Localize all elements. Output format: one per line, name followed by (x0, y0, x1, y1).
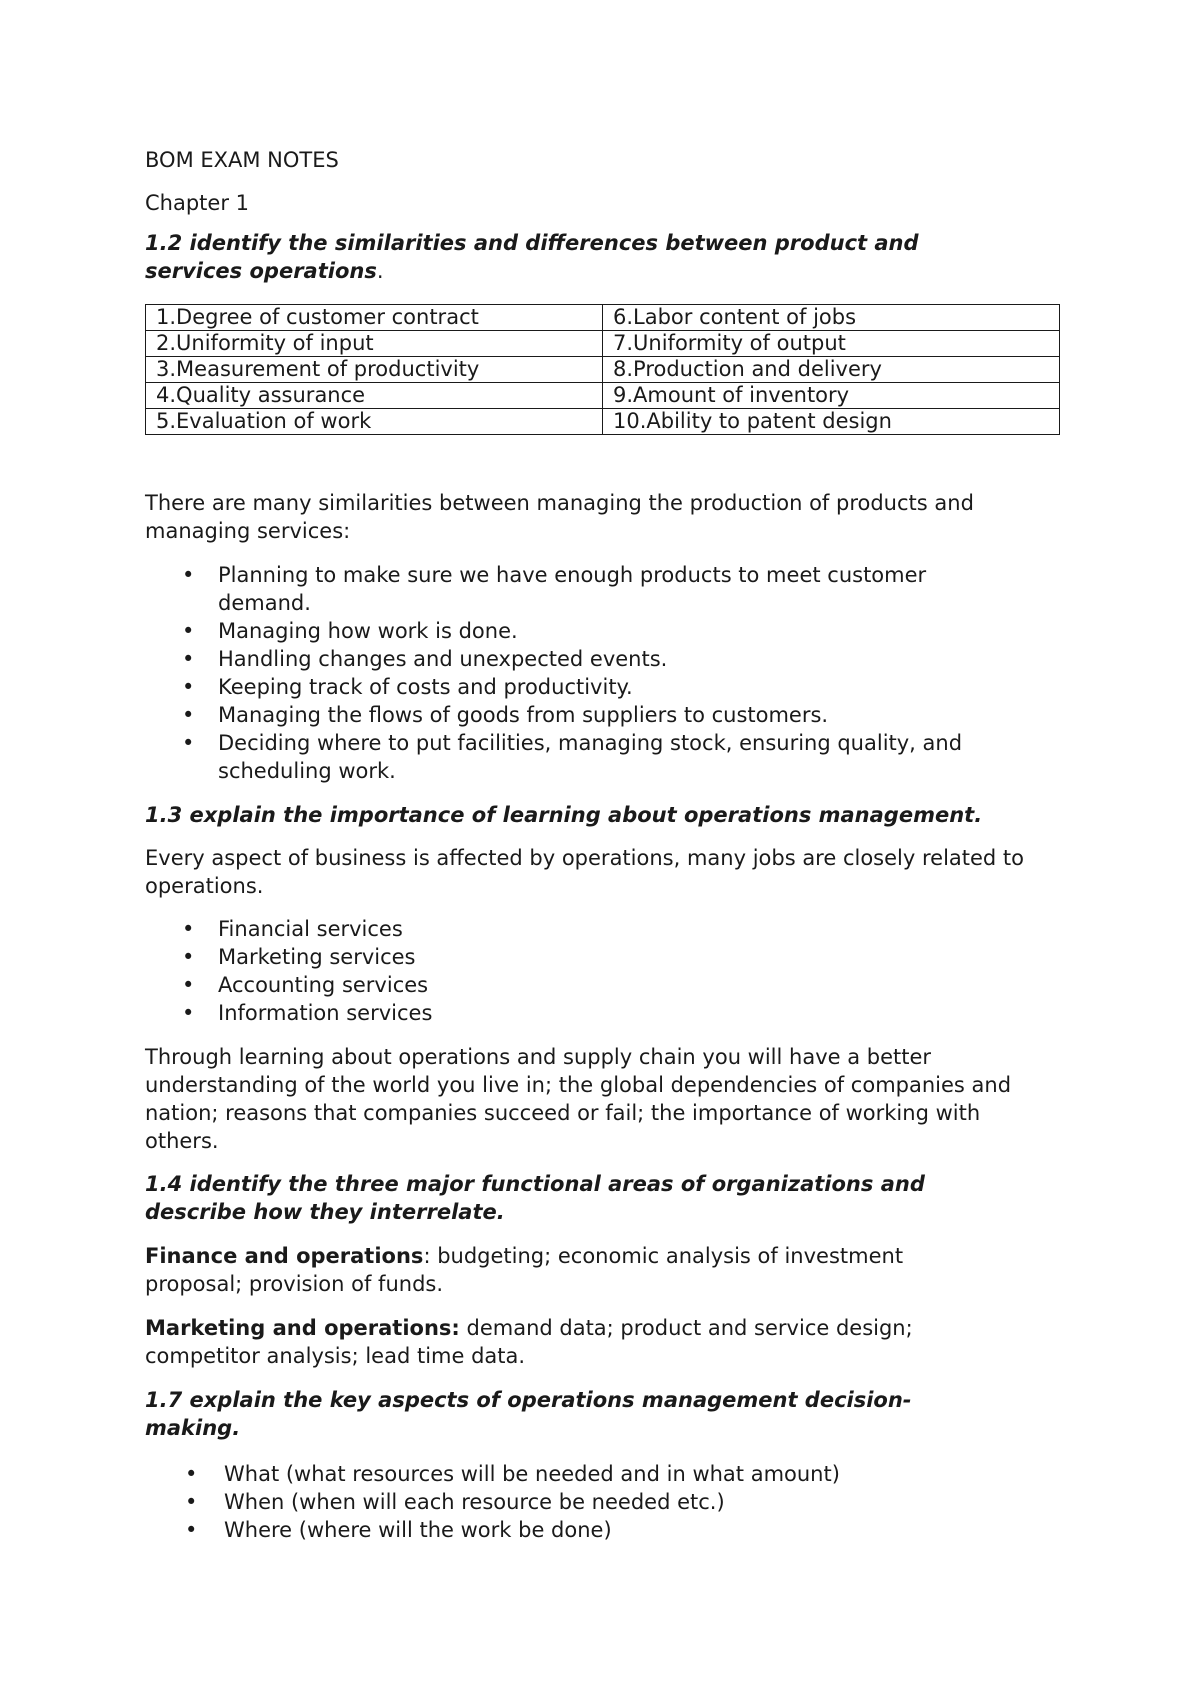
list-item (145, 999, 1065, 1027)
paragraph: Every aspect of business is affected by operations, many jobs are closely related to operations. (145, 846, 1025, 898)
services-list-wrap (145, 915, 1065, 1027)
paragraph (145, 1314, 1005, 1370)
bullet-icon: • (182, 973, 195, 997)
chapter-label: Chapter 1 (145, 191, 249, 215)
list-item-text: When (when will each resource be needed etc.) (224, 1490, 725, 1514)
table-row (146, 383, 1060, 409)
bullet-icon: • (182, 647, 195, 671)
list-item (145, 1460, 1065, 1488)
list-item-text: Managing how work is done. (218, 619, 518, 643)
table-cell: 1.Degree of customer contract (146, 305, 603, 331)
table-cell: 5.Evaluation of work (146, 409, 603, 435)
comparison-table (145, 304, 1060, 435)
list-item (145, 1516, 1065, 1544)
list-item-text: Deciding where to put facilities, managing stock, ensuring quality, and scheduling work. (218, 731, 963, 783)
list-item-text: What (what resources will be needed and in what amount) (224, 1462, 840, 1486)
bullet-icon: • (182, 945, 195, 969)
paragraph (145, 1242, 965, 1298)
marketing-label: Marketing and operations: (145, 1316, 460, 1340)
similarities-intro (145, 489, 1065, 545)
bullet-icon: • (182, 1001, 195, 1025)
list-item (145, 617, 1025, 645)
list-item (145, 673, 1025, 701)
services-list (145, 915, 1065, 1027)
bullet-icon: • (185, 1518, 198, 1542)
heading-text: 1.2 identify the similarities and differences between product and services operations (145, 231, 919, 283)
list-item (145, 645, 1025, 673)
list-item-text: Planning to make sure we have enough products to meet customer demand. (218, 563, 927, 615)
table-cell: 7.Uniformity of output (603, 331, 1060, 357)
section-1-7 (145, 1386, 1065, 1442)
list-item-text: Marketing services (218, 945, 416, 969)
list-item (145, 729, 1025, 785)
table-cell: 4.Quality assurance (146, 383, 603, 409)
heading-period: . (376, 259, 384, 283)
list-item (145, 915, 1065, 943)
list-item-text: Managing the flows of goods from suppliers to customers. (218, 703, 829, 727)
table-cell: 6.Labor content of jobs (603, 305, 1060, 331)
paragraph: Through learning about operations and supply chain you will have a better understanding of the world you live in; the global dependencies of companies and nation; reasons that companies succeed or fail; the importance of working with others. (145, 1045, 1012, 1153)
table-cell: 10.Ability to patent design (603, 409, 1060, 435)
doc-title: BOM EXAM NOTES (145, 148, 339, 172)
comparison-table-wrap (145, 304, 1065, 435)
decision-list (145, 1460, 1065, 1544)
list-item (145, 561, 1025, 617)
list-item (145, 1488, 1065, 1516)
list-item-text: Keeping track of costs and productivity. (218, 675, 633, 699)
section-heading: 1.7 explain the key aspects of operations management decision-making. (145, 1388, 912, 1440)
finance-paragraph (145, 1242, 1065, 1298)
table-row (146, 357, 1060, 383)
finance-text: : budgeting; economic analysis of investment proposal; provision of funds. (145, 1244, 904, 1296)
section-1-3 (145, 801, 1065, 829)
table-cell: 2.Uniformity of input (146, 331, 603, 357)
paragraph: There are many similarities between managing the production of products and managing services: (145, 491, 974, 543)
bullet-icon: • (182, 703, 195, 727)
bullet-icon: • (185, 1490, 198, 1514)
bullet-icon: • (182, 563, 195, 587)
similarities-list-wrap (145, 561, 1065, 785)
list-item-text: Accounting services (218, 973, 429, 997)
section-1-2 (145, 229, 1065, 285)
section-heading (145, 229, 945, 285)
bullet-icon: • (182, 619, 195, 643)
table-cell: 8.Production and delivery (603, 357, 1060, 383)
bullet-icon: • (182, 675, 195, 699)
list-item-text: Handling changes and unexpected events. (218, 647, 668, 671)
bullet-icon: • (185, 1462, 198, 1486)
bullet-icon: • (182, 917, 195, 941)
table-row (146, 305, 1060, 331)
table-cell: 3.Measurement of productivity (146, 357, 603, 383)
bullet-icon: • (182, 731, 195, 755)
table-cell: 9.Amount of inventory (603, 383, 1060, 409)
list-item (145, 943, 1065, 971)
section-heading: 1.4 identify the three major functional areas of organizations and describe how they interrelate. (145, 1172, 925, 1224)
list-item-text: Where (where will the work be done) (224, 1518, 612, 1542)
list-item-text: Information services (218, 1001, 433, 1025)
list-item (145, 701, 1025, 729)
similarities-list (145, 561, 1025, 785)
list-item-text: Financial services (218, 917, 403, 941)
importance-intro (145, 844, 1065, 900)
importance-closing (145, 1043, 1065, 1155)
decision-list-wrap (145, 1460, 1065, 1544)
finance-label: Finance and operations (145, 1244, 424, 1268)
section-heading: 1.3 explain the importance of learning about operations management. (145, 803, 983, 827)
table-row (146, 409, 1060, 435)
section-1-4 (145, 1170, 1065, 1226)
marketing-text: demand data; product and service design; competitor analysis; lead time data. (145, 1316, 913, 1368)
list-item (145, 971, 1065, 999)
marketing-paragraph (145, 1314, 1065, 1370)
table-row (146, 331, 1060, 357)
